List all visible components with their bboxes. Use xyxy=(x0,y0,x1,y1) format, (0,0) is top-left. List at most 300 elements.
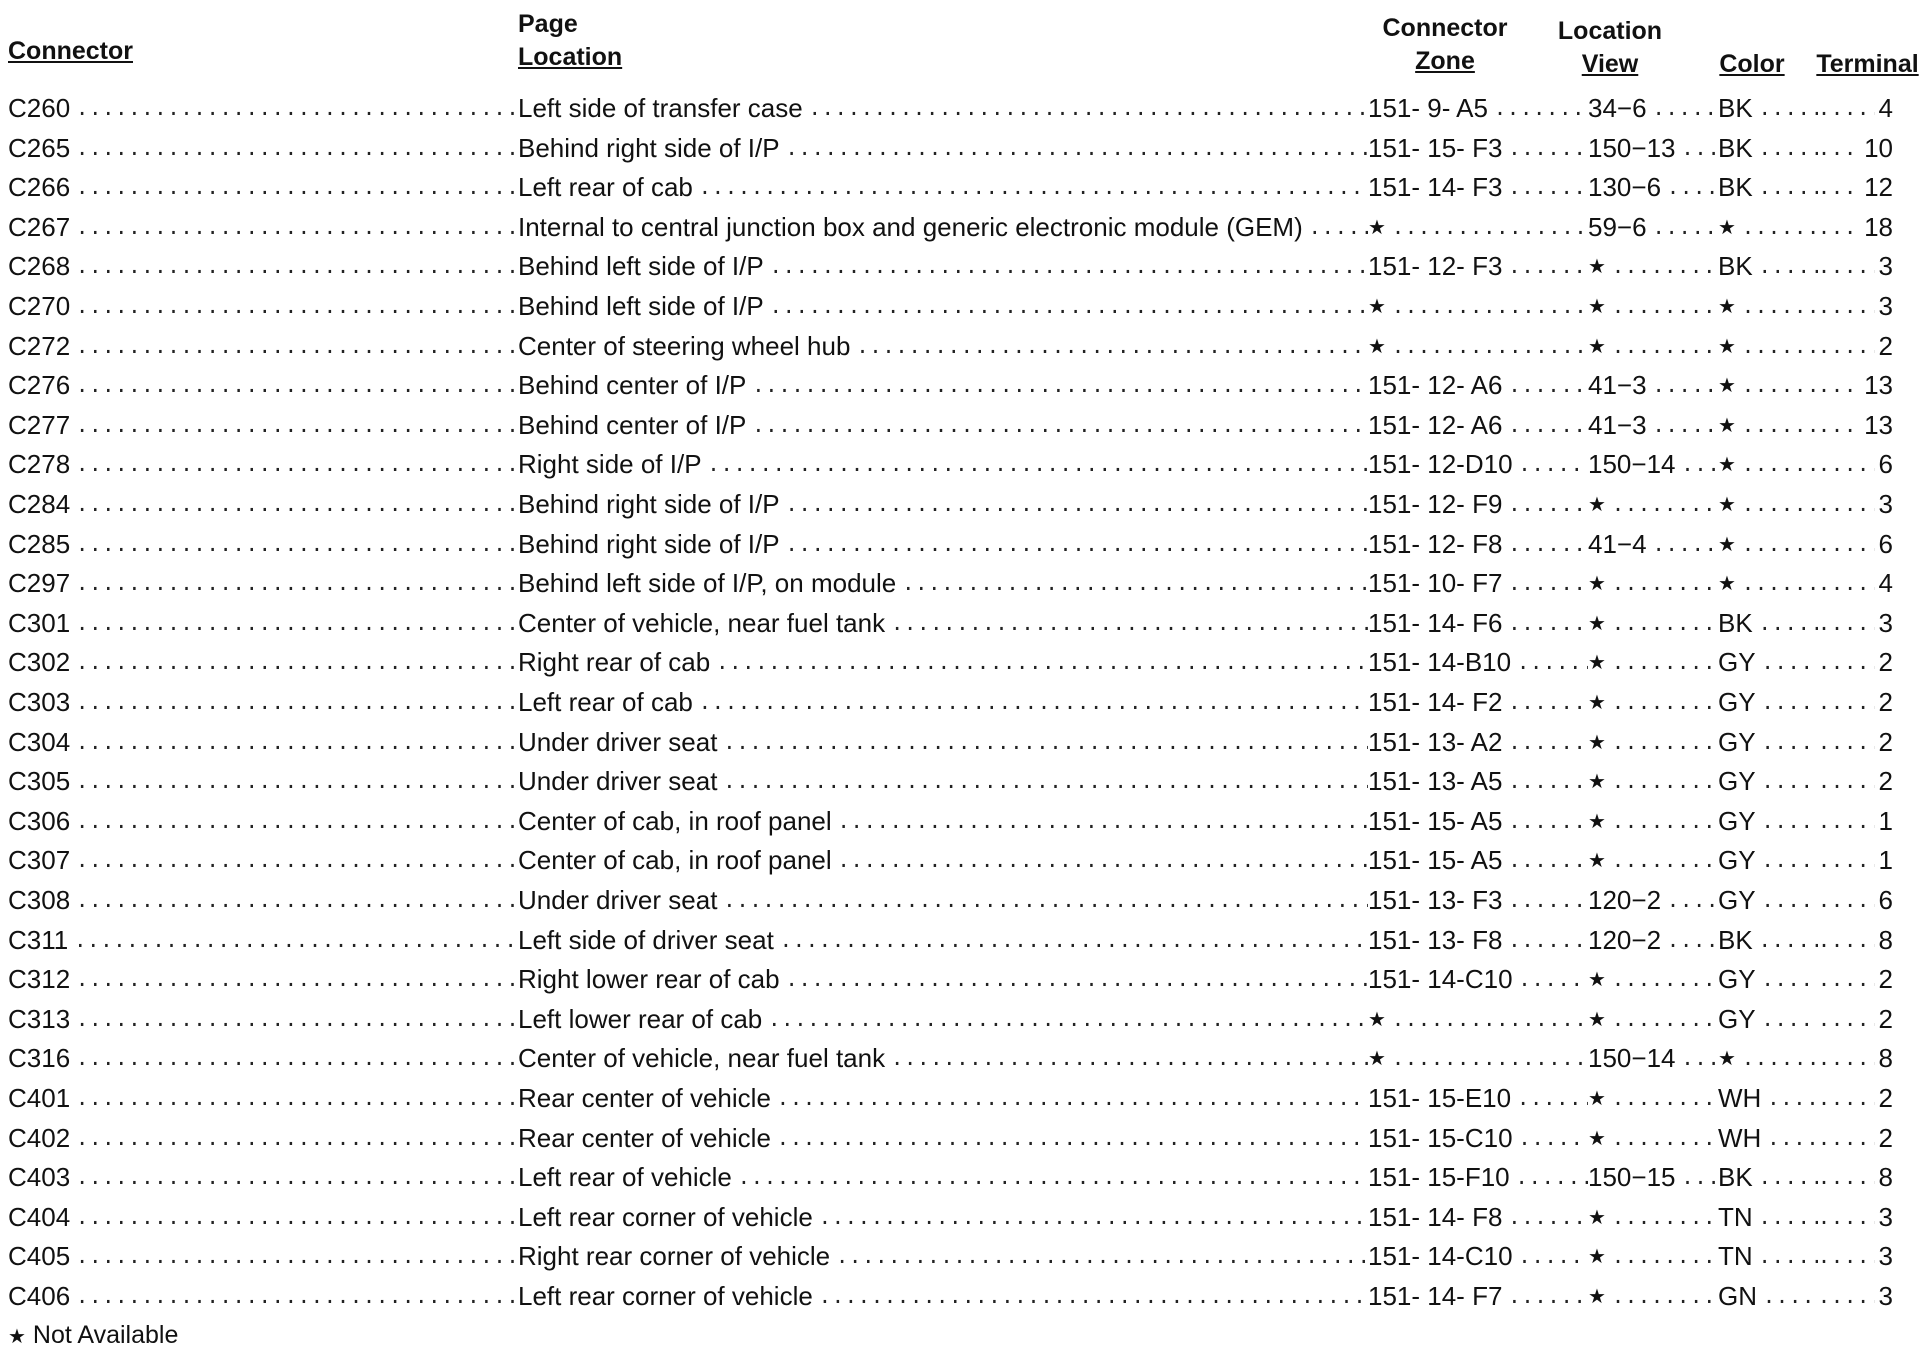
zone-cell xyxy=(1368,246,1588,286)
dot-leader xyxy=(1762,801,1818,841)
zone-cell xyxy=(1368,1197,1588,1237)
view-cell xyxy=(1588,682,1718,722)
dot-leader xyxy=(74,920,518,960)
terminal-cell-text: 8 xyxy=(1875,1157,1893,1197)
view-cell xyxy=(1588,128,1718,168)
zone-cell-text: 151- 14-B10 xyxy=(1368,642,1517,682)
table-row xyxy=(0,444,1928,484)
terminal-cell-text: 8 xyxy=(1875,1038,1893,1078)
zone-cell xyxy=(1368,682,1588,722)
location-cell-text: Center of vehicle, near fuel tank xyxy=(518,603,891,643)
zone-cell-text: 151- 12- F9 xyxy=(1368,484,1508,524)
zone-cell xyxy=(1368,88,1588,128)
dot-leader xyxy=(76,128,518,168)
color-cell-text: BK xyxy=(1718,246,1759,286)
dot-leader xyxy=(1309,207,1368,247)
dot-leader xyxy=(1762,959,1818,999)
connector-cell-text: C306 xyxy=(8,801,76,841)
color-cell xyxy=(1718,1197,1818,1237)
color-cell xyxy=(1718,128,1818,168)
connector-cell xyxy=(8,1157,518,1197)
dot-leader xyxy=(1762,722,1818,762)
dot-leader xyxy=(1818,999,1875,1039)
dot-leader xyxy=(1667,920,1718,960)
connector-cell xyxy=(8,1276,518,1316)
dot-leader xyxy=(1392,207,1588,247)
dot-leader xyxy=(1612,761,1718,801)
zone-cell xyxy=(1368,1276,1588,1316)
terminal-cell xyxy=(1818,563,1893,603)
zone-cell-text: 151- 14- F8 xyxy=(1368,1197,1508,1237)
dot-leader xyxy=(1818,642,1875,682)
connector-cell xyxy=(8,524,518,564)
color-cell xyxy=(1718,1118,1818,1158)
dot-leader xyxy=(1612,326,1718,366)
color-cell-text: ★ xyxy=(1718,405,1742,445)
view-cell-text: 150−13 xyxy=(1588,128,1681,168)
zone-cell-text: 151- 14- F2 xyxy=(1368,682,1508,722)
color-cell-text: GY xyxy=(1718,999,1762,1039)
color-cell-text: BK xyxy=(1718,1157,1759,1197)
color-cell-text: BK xyxy=(1718,128,1759,168)
color-cell xyxy=(1718,484,1818,524)
dot-leader xyxy=(1818,1276,1875,1316)
connector-cell xyxy=(8,1236,518,1276)
header-location xyxy=(518,8,622,74)
dot-leader xyxy=(1612,246,1718,286)
terminal-cell-text: 6 xyxy=(1875,444,1893,484)
footnote-text: Not Available xyxy=(32,1321,179,1349)
dot-leader xyxy=(1508,840,1588,880)
terminal-cell-text: 12 xyxy=(1860,167,1893,207)
color-cell xyxy=(1718,603,1818,643)
zone-cell-text: 151- 14-C10 xyxy=(1368,1236,1519,1276)
view-cell-text: 41−4 xyxy=(1588,524,1653,564)
zone-cell xyxy=(1368,999,1588,1039)
color-cell xyxy=(1718,326,1818,366)
table-row xyxy=(0,682,1928,722)
location-cell-text: Behind left side of I/P xyxy=(518,246,770,286)
location-cell xyxy=(518,880,1368,920)
location-cell-text: Behind right side of I/P xyxy=(518,524,786,564)
location-cell-text: Left side of transfer case xyxy=(518,88,809,128)
terminal-cell xyxy=(1818,524,1893,564)
view-cell xyxy=(1588,286,1718,326)
connector-cell xyxy=(8,999,518,1039)
dot-leader xyxy=(1818,1197,1875,1237)
connector-cell-text: C404 xyxy=(8,1197,76,1237)
dot-leader xyxy=(1818,207,1860,247)
connector-cell xyxy=(8,1038,518,1078)
view-cell-text: ★ xyxy=(1588,1236,1612,1276)
dot-leader xyxy=(76,801,518,841)
dot-leader xyxy=(819,1276,1368,1316)
dot-leader xyxy=(819,1197,1368,1237)
view-cell-text: 120−2 xyxy=(1588,880,1667,920)
color-cell xyxy=(1718,722,1818,762)
location-cell-text: Under driver seat xyxy=(518,880,723,920)
zone-cell xyxy=(1368,563,1588,603)
zone-cell-text: 151- 15-E10 xyxy=(1368,1078,1517,1118)
dot-leader xyxy=(1508,484,1588,524)
location-cell xyxy=(518,167,1368,207)
dot-leader xyxy=(786,524,1368,564)
table-row xyxy=(0,524,1928,564)
dot-leader xyxy=(786,484,1368,524)
terminal-cell-text: 3 xyxy=(1875,484,1893,524)
dot-leader xyxy=(1818,167,1860,207)
color-cell-text: WH xyxy=(1718,1118,1767,1158)
dot-leader xyxy=(1517,1078,1588,1118)
table-row xyxy=(0,642,1928,682)
color-cell xyxy=(1718,642,1818,682)
location-cell xyxy=(518,484,1368,524)
location-cell xyxy=(518,405,1368,445)
dot-leader xyxy=(76,682,518,722)
dot-leader xyxy=(76,286,518,326)
zone-cell xyxy=(1368,484,1588,524)
location-cell-text: Left rear of cab xyxy=(518,167,699,207)
dot-leader xyxy=(1392,326,1588,366)
zone-cell xyxy=(1368,365,1588,405)
view-cell xyxy=(1588,999,1718,1039)
view-cell xyxy=(1588,88,1718,128)
terminal-cell-text: 10 xyxy=(1860,128,1893,168)
zone-cell xyxy=(1368,1236,1588,1276)
table-row xyxy=(0,880,1928,920)
terminal-cell xyxy=(1818,484,1893,524)
table-row xyxy=(0,365,1928,405)
dot-leader xyxy=(1767,1118,1818,1158)
color-cell xyxy=(1718,88,1818,128)
dot-leader xyxy=(1818,959,1875,999)
dot-leader xyxy=(1759,1157,1818,1197)
color-cell xyxy=(1718,1276,1818,1316)
location-cell xyxy=(518,642,1368,682)
color-cell xyxy=(1718,682,1818,722)
location-cell-text: Right rear of cab xyxy=(518,642,716,682)
color-cell-text: TN xyxy=(1718,1236,1759,1276)
terminal-cell-text: 8 xyxy=(1875,920,1893,960)
dot-leader xyxy=(1508,920,1588,960)
dot-leader xyxy=(1508,167,1588,207)
connector-cell-text: C284 xyxy=(8,484,76,524)
view-cell xyxy=(1588,603,1718,643)
location-cell xyxy=(518,88,1368,128)
terminal-cell-text: 2 xyxy=(1875,959,1893,999)
dot-leader xyxy=(1508,246,1588,286)
terminal-cell-text: 2 xyxy=(1875,1118,1893,1158)
view-cell-text: ★ xyxy=(1588,722,1612,762)
terminal-cell-text: 3 xyxy=(1875,603,1893,643)
dot-leader xyxy=(1508,128,1588,168)
terminal-cell-text: 13 xyxy=(1860,365,1893,405)
dot-leader xyxy=(1762,999,1818,1039)
terminal-cell-text: 3 xyxy=(1875,1276,1893,1316)
zone-cell xyxy=(1368,603,1588,643)
dot-leader xyxy=(76,1197,518,1237)
dot-leader xyxy=(1508,880,1588,920)
color-cell-text: GY xyxy=(1718,682,1762,722)
dot-leader xyxy=(1818,563,1875,603)
view-cell-text: ★ xyxy=(1588,840,1612,880)
dot-leader xyxy=(76,642,518,682)
connector-cell-text: C265 xyxy=(8,128,76,168)
view-cell-text: ★ xyxy=(1588,959,1612,999)
location-cell xyxy=(518,1038,1368,1078)
dot-leader xyxy=(786,128,1368,168)
connector-cell xyxy=(8,840,518,880)
location-cell-text: Left rear of vehicle xyxy=(518,1157,738,1197)
connector-cell-text: C402 xyxy=(8,1118,76,1158)
dot-leader xyxy=(76,1038,518,1078)
header-view-label: View xyxy=(1581,50,1639,78)
location-cell xyxy=(518,999,1368,1039)
dot-leader xyxy=(1763,1276,1818,1316)
terminal-cell xyxy=(1818,722,1893,762)
view-cell xyxy=(1588,1078,1718,1118)
zone-cell xyxy=(1368,920,1588,960)
table-row xyxy=(0,1157,1928,1197)
dot-leader xyxy=(752,365,1368,405)
dot-leader xyxy=(1612,959,1718,999)
dot-leader xyxy=(891,603,1368,643)
zone-cell-text: 151- 14- F3 xyxy=(1368,167,1508,207)
view-cell xyxy=(1588,444,1718,484)
view-cell xyxy=(1588,1197,1718,1237)
dot-leader xyxy=(1762,761,1818,801)
color-cell xyxy=(1718,365,1818,405)
dot-leader xyxy=(1742,1038,1818,1078)
location-cell-text: Behind left side of I/P xyxy=(518,286,770,326)
dot-leader xyxy=(1612,1078,1718,1118)
table-row xyxy=(0,1118,1928,1158)
dot-leader xyxy=(76,1276,518,1316)
connector-cell xyxy=(8,405,518,445)
color-cell xyxy=(1718,1236,1818,1276)
zone-cell-text: 151- 14- F6 xyxy=(1368,603,1508,643)
terminal-cell xyxy=(1818,128,1893,168)
dot-leader xyxy=(836,1236,1368,1276)
dot-leader xyxy=(1759,88,1818,128)
zone-cell xyxy=(1368,1118,1588,1158)
location-cell-text: Left lower rear of cab xyxy=(518,999,768,1039)
dot-leader xyxy=(1742,326,1818,366)
location-cell-text: Behind center of I/P xyxy=(518,405,752,445)
color-cell xyxy=(1718,405,1818,445)
dot-leader xyxy=(716,642,1368,682)
dot-leader xyxy=(752,405,1368,445)
table-row xyxy=(0,246,1928,286)
connector-cell-text: C316 xyxy=(8,1038,76,1078)
view-cell xyxy=(1588,1157,1718,1197)
dot-leader xyxy=(1392,1038,1588,1078)
color-cell xyxy=(1718,167,1818,207)
dot-leader xyxy=(1612,286,1718,326)
zone-cell xyxy=(1368,959,1588,999)
zone-cell xyxy=(1368,1038,1588,1078)
zone-cell-text: 151- 14- F7 xyxy=(1368,1276,1508,1316)
dot-leader xyxy=(891,1038,1368,1078)
dot-leader xyxy=(1612,563,1718,603)
terminal-cell-text: 2 xyxy=(1875,999,1893,1039)
dot-leader xyxy=(1818,880,1875,920)
zone-cell-text: 151- 15-C10 xyxy=(1368,1118,1519,1158)
view-cell xyxy=(1588,1038,1718,1078)
dot-leader xyxy=(1818,246,1875,286)
color-cell-text: ★ xyxy=(1718,444,1742,484)
terminal-cell xyxy=(1818,1038,1893,1078)
terminal-cell-text: 2 xyxy=(1875,642,1893,682)
connector-cell-text: C270 xyxy=(8,286,76,326)
connector-cell xyxy=(8,88,518,128)
terminal-cell-text: 13 xyxy=(1860,405,1893,445)
terminal-cell xyxy=(1818,444,1893,484)
color-cell xyxy=(1718,999,1818,1039)
view-cell-text: ★ xyxy=(1588,484,1612,524)
zone-cell xyxy=(1368,524,1588,564)
color-cell-text: BK xyxy=(1718,920,1759,960)
zone-cell xyxy=(1368,722,1588,762)
dot-leader xyxy=(738,1157,1368,1197)
zone-cell xyxy=(1368,840,1588,880)
color-cell-text: GY xyxy=(1718,959,1762,999)
dot-leader xyxy=(1667,167,1718,207)
view-cell-text: 150−14 xyxy=(1588,444,1681,484)
star-icon: ★ xyxy=(8,1324,26,1348)
location-cell xyxy=(518,326,1368,366)
dot-leader xyxy=(1681,1157,1718,1197)
dot-leader xyxy=(1818,524,1875,564)
terminal-cell xyxy=(1818,959,1893,999)
header-terminal xyxy=(1810,48,1925,81)
view-cell xyxy=(1588,246,1718,286)
dot-leader xyxy=(76,1118,518,1158)
dot-leader xyxy=(76,1236,518,1276)
dot-leader xyxy=(1818,286,1875,326)
dot-leader xyxy=(1818,444,1875,484)
view-cell-text: ★ xyxy=(1588,1118,1612,1158)
view-cell xyxy=(1588,1118,1718,1158)
location-cell-text: Internal to central junction box and generic electronic module (GEM) xyxy=(518,207,1309,247)
dot-leader xyxy=(777,1078,1368,1118)
dot-leader xyxy=(1612,1276,1718,1316)
dot-leader xyxy=(1818,801,1875,841)
dot-leader xyxy=(1818,484,1875,524)
dot-leader xyxy=(1818,88,1875,128)
terminal-cell xyxy=(1818,88,1893,128)
dot-leader xyxy=(723,880,1368,920)
terminal-cell xyxy=(1818,1236,1893,1276)
connector-cell-text: C267 xyxy=(8,207,76,247)
dot-leader xyxy=(1508,563,1588,603)
connector-cell-text: C312 xyxy=(8,959,76,999)
terminal-cell-text: 4 xyxy=(1875,563,1893,603)
terminal-cell xyxy=(1818,1157,1893,1197)
terminal-cell-text: 3 xyxy=(1875,1236,1893,1276)
dot-leader xyxy=(1742,365,1818,405)
connector-cell-text: C272 xyxy=(8,326,76,366)
table-row xyxy=(0,840,1928,880)
zone-cell-text: ★ xyxy=(1368,207,1392,247)
terminal-cell-text: 2 xyxy=(1875,682,1893,722)
terminal-cell xyxy=(1818,920,1893,960)
view-cell xyxy=(1588,326,1718,366)
location-cell xyxy=(518,1078,1368,1118)
connector-cell-text: C307 xyxy=(8,840,76,880)
dot-leader xyxy=(1653,405,1718,445)
color-cell-text: ★ xyxy=(1718,1038,1742,1078)
zone-cell xyxy=(1368,444,1588,484)
location-cell-text: Behind right side of I/P xyxy=(518,128,786,168)
zone-cell xyxy=(1368,286,1588,326)
color-cell-text: ★ xyxy=(1718,484,1742,524)
footnote xyxy=(8,1318,178,1353)
view-cell xyxy=(1588,484,1718,524)
color-cell-text: GY xyxy=(1718,880,1762,920)
terminal-cell xyxy=(1818,365,1893,405)
location-cell-text: Left rear corner of vehicle xyxy=(518,1276,819,1316)
header-view xyxy=(1545,15,1675,81)
connector-cell-text: C302 xyxy=(8,642,76,682)
terminal-cell xyxy=(1818,603,1893,643)
dot-leader xyxy=(1818,722,1875,762)
zone-cell-text: 151- 14-C10 xyxy=(1368,959,1519,999)
terminal-cell xyxy=(1818,682,1893,722)
terminal-cell xyxy=(1818,999,1893,1039)
dot-leader xyxy=(1818,1157,1875,1197)
view-cell-text: ★ xyxy=(1588,246,1612,286)
location-cell-text: Center of cab, in roof panel xyxy=(518,801,838,841)
view-cell-text: ★ xyxy=(1588,761,1612,801)
table-row xyxy=(0,286,1928,326)
connector-cell-text: C278 xyxy=(8,444,76,484)
location-cell xyxy=(518,365,1368,405)
table-row xyxy=(0,603,1928,643)
table-row xyxy=(0,1078,1928,1118)
dot-leader xyxy=(723,761,1368,801)
dot-leader xyxy=(1517,642,1588,682)
dot-leader xyxy=(856,326,1368,366)
view-cell xyxy=(1588,722,1718,762)
dot-leader xyxy=(768,999,1368,1039)
terminal-cell xyxy=(1818,1276,1893,1316)
terminal-cell xyxy=(1818,167,1893,207)
table-row xyxy=(0,405,1928,445)
dot-leader xyxy=(1653,365,1718,405)
table-row xyxy=(0,1038,1928,1078)
dot-leader xyxy=(1612,840,1718,880)
dot-leader xyxy=(1612,1236,1718,1276)
location-cell-text: Behind center of I/P xyxy=(518,365,752,405)
connector-cell xyxy=(8,722,518,762)
table-row xyxy=(0,761,1928,801)
dot-leader xyxy=(76,761,518,801)
connector-cell xyxy=(8,1118,518,1158)
header-location-top: Page xyxy=(518,10,578,38)
dot-leader xyxy=(770,286,1368,326)
connector-cell-text: C313 xyxy=(8,999,76,1039)
color-cell xyxy=(1718,840,1818,880)
dot-leader xyxy=(1818,682,1875,722)
color-cell-text: ★ xyxy=(1718,286,1742,326)
zone-cell-text: 151- 13- A2 xyxy=(1368,722,1508,762)
view-cell-text: ★ xyxy=(1588,642,1612,682)
header-color-label: Color xyxy=(1719,50,1785,78)
dot-leader xyxy=(699,167,1368,207)
location-cell xyxy=(518,246,1368,286)
location-cell xyxy=(518,840,1368,880)
